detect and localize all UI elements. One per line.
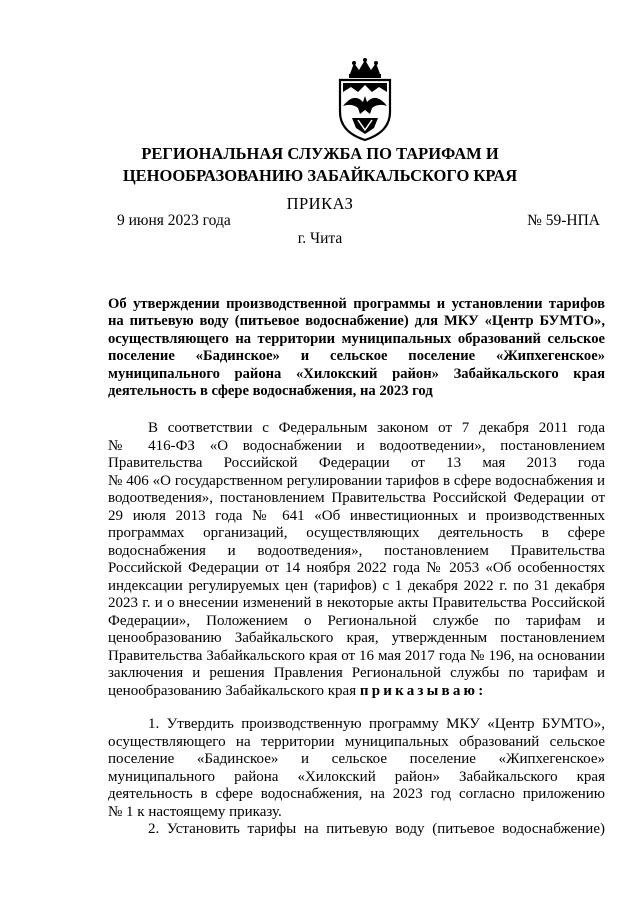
preamble-line: программах организаций, осуществляющих деятельность в сфере [108, 525, 605, 541]
item-1-line: осуществляющего на территории муниципальных образований сельское [108, 733, 605, 750]
preamble-paragraph [108, 420, 605, 700]
item-1-line: деятельность в сфере водоснабжения, на 2023 год согласно приложению [108, 786, 605, 802]
order-title [108, 296, 605, 400]
document-number: № 59-НПА [527, 212, 600, 229]
agency-name-line-2: ЦЕНООБРАЗОВАНИЮ ЗАБАЙКАЛЬСКОГО КРАЯ [122, 166, 518, 185]
paragraph-gap [108, 700, 605, 716]
preamble-line: В соответствии с Федеральным законом от 7 декабря 2011 года [148, 420, 605, 436]
coat-of-arms-emblem [334, 58, 396, 142]
preamble-last-text: ценообразованию Забайкальского края [108, 682, 360, 699]
title-line: деятельность в сфере водоснабжения, на 2023 год [108, 383, 433, 400]
title-line: муниципального района «Хилокский район» Забайкальского края [108, 365, 605, 382]
title-line: на питьевую воду (питьевое водоснабжение) для МКУ «Центр БУМТО», [108, 313, 605, 330]
preamble-line: № 416-ФЗ «О водоснабжении и водоотведении», постановлением [108, 437, 605, 454]
preamble-line: заключения и решения Правления Региональной службы по тарифам и [108, 665, 605, 681]
order-body [108, 420, 605, 839]
preamble-line-last [108, 683, 605, 701]
preamble-line: Федерации», Положением о Региональной службе по тарифам и [108, 612, 605, 629]
item-1-line: поселение «Бадинское» и сельское поселение «Жипхегенское» [108, 751, 605, 767]
preamble-line: Правительства Российской Федерации от 13 мая 2013 года [108, 455, 605, 471]
item-1-line: № 1 к настоящему приказу. [108, 803, 282, 820]
preamble-line: ценообразованию Забайкальского края, утвержденным постановлением [108, 630, 605, 646]
preamble-line: водоотведения», постановлением Правительства Российской Федерации от [108, 490, 605, 506]
preamble-line: индексации регулируемых цен (тарифов) с 1 декабря 2022 г. по 31 декабря [108, 577, 605, 594]
item-1-paragraph [108, 716, 605, 821]
title-line: Об утверждении производственной программы и установлении тарифов [108, 296, 605, 312]
title-line: осуществляющего на территории муниципальных образований сельское [108, 330, 605, 347]
preamble-line: Правительства Забайкальского края от 16 мая 2017 года № 196, на основании [108, 647, 605, 664]
preamble-line: Российской Федерации от 14 ноября 2022 года № 2053 «Об особенностях [108, 560, 605, 576]
agency-name-line-1: РЕГИОНАЛЬНАЯ СЛУЖБА ПО ТАРИФАМ И [141, 144, 499, 163]
preamble-line: водоснабжения и водоотведения», постановлением Правительства [108, 542, 605, 559]
item-1-line: муниципального района «Хилокский район» Забайкальского края [108, 768, 605, 785]
preamble-line: 2023 г. и о внесении изменений в некоторые акты Правительства Российской [108, 595, 605, 611]
document-date: 9 июня 2023 года [117, 212, 231, 229]
item-1-line: 1. Утвердить производственную программу МКУ «Центр БУМТО», [148, 716, 605, 732]
item-2-paragraph [108, 821, 605, 839]
document-city: г. Чита [297, 230, 343, 247]
preamble-line: № 406 «О государственном регулировании тарифов в сфере водоснабжения и [108, 472, 605, 489]
title-line: поселение «Бадинское» и сельское поселение «Жипхегенское» [108, 348, 605, 365]
preamble-line: 29 июля 2013 года № 641 «Об инвестиционных и производственных [108, 507, 605, 524]
document-type: ПРИКАЗ [286, 194, 354, 213]
agency-name [100, 143, 540, 187]
order-word: приказываю: [359, 682, 487, 699]
item-2-line: 2. Установить тарифы на питьевую воду (питьевое водоснабжение) [148, 821, 605, 837]
